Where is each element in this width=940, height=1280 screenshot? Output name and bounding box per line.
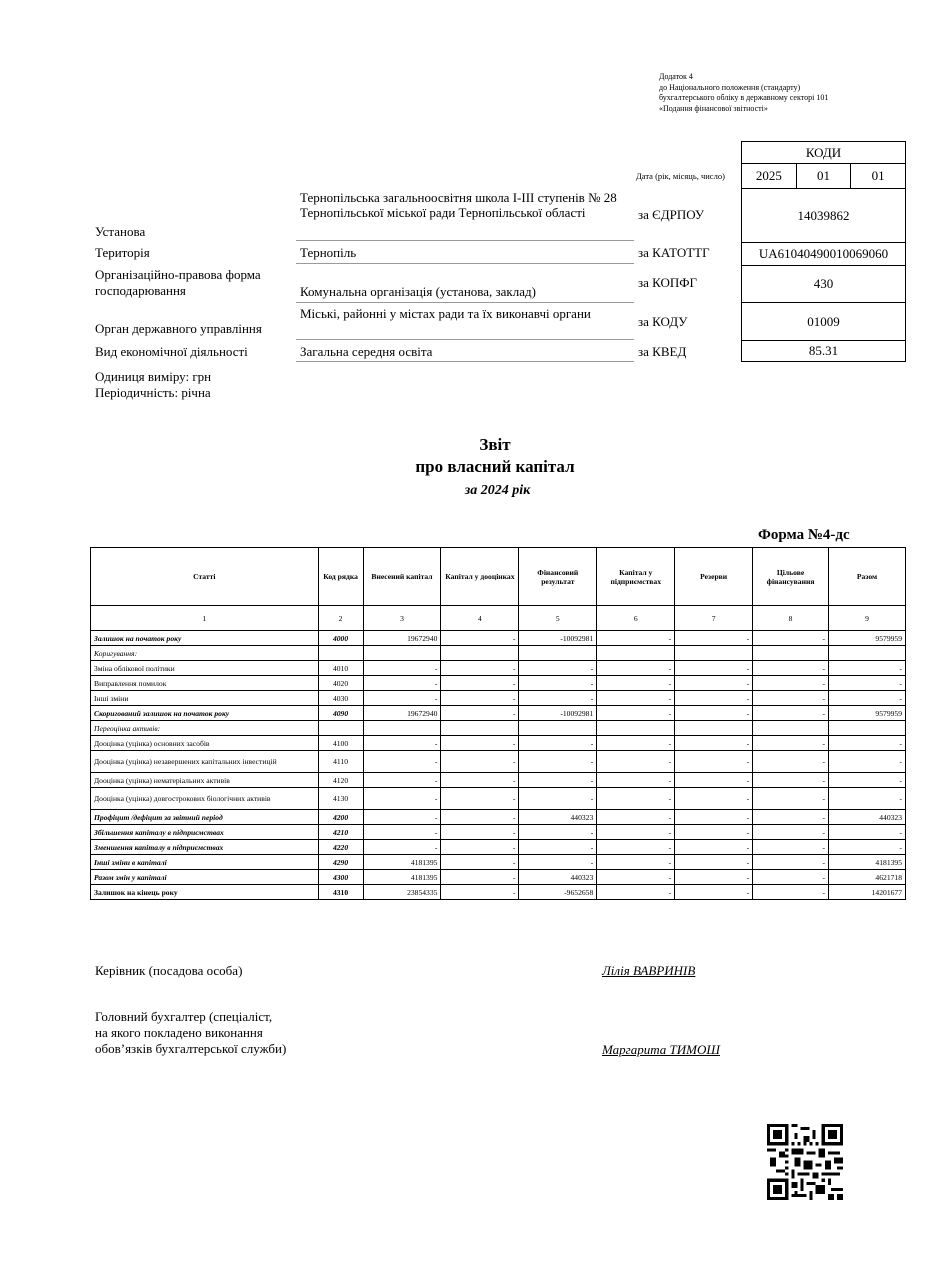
row-value: - [829,676,906,691]
codes-header: КОДИ [742,142,906,164]
row-value: - [753,840,829,855]
accountant-label-line: на якого покладено виконання [95,1025,263,1040]
row-value: - [597,661,675,676]
row-value: - [441,855,519,870]
row-value: - [829,736,906,751]
code-month: 01 [796,164,851,189]
table-row [91,691,906,706]
row-value: - [753,631,829,646]
report-period: за 2024 рік [464,483,531,498]
row-value: - [597,840,675,855]
row-value: - [597,855,675,870]
code-katottg: UA61040490010069060 [742,243,906,266]
header-cell: Внесений капітал [363,548,441,606]
row-code: 4300 [318,870,363,885]
row-value: 9579959 [829,706,906,721]
accountant-name: Маргарита ТИМОШ [602,1042,720,1057]
capital-table [90,547,906,900]
row-label: Збільшення капіталу в підприємствах [91,825,319,840]
periodicity-label: Періодичність: річна [95,385,211,400]
kved-label: за КВЕД [638,344,687,359]
row-value: - [363,788,441,810]
table-row [91,736,906,751]
column-number: 7 [675,606,753,631]
row-value: - [519,855,597,870]
row-value: 4621718 [829,870,906,885]
row-code: 4210 [318,825,363,840]
row-value: - [753,885,829,900]
table-row [91,840,906,855]
row-code: 4290 [318,855,363,870]
edrpou-label: за ЄДРПОУ [638,207,705,222]
row-value: - [441,840,519,855]
row-value: - [829,751,906,773]
row-code: 4120 [318,773,363,788]
row-code [318,646,363,661]
row-label: Дооцінка (уцінка) довгострокових біологічних активів [91,788,319,810]
column-number: 6 [597,606,675,631]
row-value: - [597,788,675,810]
row-code: 4310 [318,885,363,900]
row-value: - [363,810,441,825]
row-value: -10092981 [519,631,597,646]
header-cell: Резерви [675,548,753,606]
row-value: - [753,870,829,885]
unit-label: Одиниця виміру: грн [95,369,212,384]
report-subtitle: про власний капітал [415,457,575,476]
row-code: 4220 [318,840,363,855]
row-value: - [519,736,597,751]
appendix-line: Додаток 4 [659,72,693,81]
code-year: 2025 [742,164,797,189]
row-value [441,721,519,736]
row-value: - [363,661,441,676]
row-value: - [441,736,519,751]
row-value: - [441,870,519,885]
row-value: - [597,706,675,721]
row-value: 9579959 [829,631,906,646]
row-value: - [753,736,829,751]
row-value: - [675,676,753,691]
row-value: - [441,885,519,900]
row-value: - [675,840,753,855]
row-value: - [829,691,906,706]
row-label: Зменшення капіталу в підприємствах [91,840,319,855]
row-value: 14201677 [829,885,906,900]
row-value: - [753,691,829,706]
authority-value: Міські, районні у містах ради та їх виконавчі органи [296,306,634,340]
row-value: - [519,840,597,855]
row-value: - [519,825,597,840]
row-value: - [829,840,906,855]
row-value: - [753,855,829,870]
table-row [91,646,906,661]
codes-table [741,141,906,362]
row-value: - [519,691,597,706]
accountant-label [95,1009,286,1057]
row-value: 23854335 [363,885,441,900]
row-label: Скоригований залишок на початок року [91,706,319,721]
row-value [597,646,675,661]
code-kved: 85.31 [742,341,906,362]
territory-value: Тернопіль [296,245,634,264]
row-value: - [597,885,675,900]
row-value: - [675,855,753,870]
row-value: - [441,691,519,706]
header-cell: Цільове фінансування [753,548,829,606]
row-value: - [675,885,753,900]
row-value: - [363,825,441,840]
row-value: - [675,751,753,773]
row-value [753,721,829,736]
report-title: Звіт [479,435,511,454]
appendix-note [659,72,828,114]
head-label: Керівник (посадова особа) [95,963,243,978]
row-value: - [829,788,906,810]
org-form-label-line: господарювання [95,283,186,298]
row-value: - [363,676,441,691]
row-value: 440323 [519,870,597,885]
row-value: - [675,825,753,840]
row-value: - [829,773,906,788]
row-value [441,646,519,661]
column-number: 9 [829,606,906,631]
row-label: Дооцінка (уцінка) основних засобів [91,736,319,751]
row-label: Дооцінка (уцінка) нематеріальних активів [91,773,319,788]
row-label: Разом змін у капіталі [91,870,319,885]
row-code: 4110 [318,751,363,773]
row-value: - [675,736,753,751]
row-value: - [675,631,753,646]
row-value: - [597,631,675,646]
row-value: - [597,870,675,885]
form-number: Форма №4-дс [758,527,850,543]
institution-label: Установа [95,224,146,239]
header-cell: Статті [91,548,319,606]
row-value: - [363,691,441,706]
row-value: - [753,825,829,840]
header-cell: Фінансовий результат [519,548,597,606]
row-code: 4010 [318,661,363,676]
row-value: - [441,676,519,691]
table-row [91,721,906,736]
row-value: - [675,706,753,721]
column-number: 1 [91,606,319,631]
row-value: - [597,810,675,825]
org-form-label-line: Організаційно-правова форма [95,267,261,282]
header-cell: Капітал у дооцінках [441,548,519,606]
date-label: Дата (рік, місяць, число) [636,171,725,181]
row-value: - [829,661,906,676]
row-value: - [753,661,829,676]
row-label: Профіцит /дефіцит за звітний період [91,810,319,825]
table-row [91,676,906,691]
row-value: - [441,773,519,788]
row-value: - [753,773,829,788]
row-value: 19672940 [363,631,441,646]
row-value: - [441,810,519,825]
org-form-value: Комунальна організація (установа, заклад) [296,284,634,303]
accountant-label-line: обов’язків бухгалтерської служби) [95,1041,287,1056]
row-value: 4181395 [829,855,906,870]
row-value: - [753,810,829,825]
row-label: Дооцінка (уцінка) незавершених капітальних інвестицій [91,751,319,773]
kodu-label: за КОДУ [638,314,688,329]
row-value: - [597,676,675,691]
header-cell: Капітал у підприємствах [597,548,675,606]
kopfg-label: за КОПФГ [638,275,698,290]
table-row [91,885,906,900]
row-code: 4090 [318,706,363,721]
row-label: Переоцінка активів: [91,721,319,736]
row-value: - [519,773,597,788]
row-value: - [363,736,441,751]
row-value [829,646,906,661]
appendix-line: «Подання фінансової звітності» [659,103,768,113]
row-value: 4181395 [363,855,441,870]
row-label: Зміна облікової політики [91,661,319,676]
column-number: 2 [318,606,363,631]
column-number: 5 [519,606,597,631]
code-edrpou: 14039862 [742,189,906,243]
row-label: Виправлення помилок [91,676,319,691]
row-value: - [441,706,519,721]
table-row [91,631,906,646]
row-value: - [441,661,519,676]
row-code: 4020 [318,676,363,691]
row-code: 4130 [318,788,363,810]
row-value: - [519,676,597,691]
row-value: - [597,736,675,751]
row-value: 440323 [519,810,597,825]
column-number-row [91,606,906,631]
row-value: - [753,751,829,773]
row-code: 4100 [318,736,363,751]
org-form-label [95,267,261,299]
table-row [91,773,906,788]
code-kopfg: 430 [742,266,906,303]
row-value: - [597,691,675,706]
table-row [91,706,906,721]
qr-code-icon [767,1124,843,1200]
row-label: Залишок на початок року [91,631,319,646]
row-value [753,646,829,661]
row-value: - [519,788,597,810]
row-label: Інші зміни в капіталі [91,855,319,870]
row-value: 440323 [829,810,906,825]
row-value: - [829,825,906,840]
row-value: - [675,773,753,788]
row-value: -10092981 [519,706,597,721]
table-row [91,870,906,885]
row-value: - [675,788,753,810]
table-row [91,661,906,676]
row-value [675,721,753,736]
row-value: - [363,840,441,855]
row-code: 4200 [318,810,363,825]
row-value: - [597,773,675,788]
row-value [829,721,906,736]
column-number: 3 [363,606,441,631]
column-number: 8 [753,606,829,631]
row-value [363,721,441,736]
activity-value: Загальна середня освіта [296,344,634,362]
row-value: - [441,751,519,773]
row-code: 4030 [318,691,363,706]
row-value [363,646,441,661]
row-value: - [675,661,753,676]
territory-label: Територія [95,245,150,260]
row-value: - [753,676,829,691]
row-value: - [675,691,753,706]
row-value: - [597,825,675,840]
code-day: 01 [851,164,906,189]
row-label: Залишок на кінець року [91,885,319,900]
row-value: - [363,773,441,788]
row-value: - [753,788,829,810]
row-value: - [441,631,519,646]
table-row [91,855,906,870]
row-value: - [441,788,519,810]
row-value [519,721,597,736]
column-number: 4 [441,606,519,631]
row-label: Коригування: [91,646,319,661]
row-value: - [675,810,753,825]
row-value: -9652658 [519,885,597,900]
row-value: 4181395 [363,870,441,885]
accountant-label-line: Головний бухгалтер (спеціаліст, [95,1009,273,1024]
row-value [519,646,597,661]
authority-label: Орган державного управління [95,321,262,336]
row-value [597,721,675,736]
appendix-line: до Національного положення (стандарту) [659,82,801,92]
appendix-line: бухгалтерського обліку в державному секторі 101 [659,93,829,102]
row-value: - [519,751,597,773]
row-value: - [753,706,829,721]
header-cell: Код рядка [318,548,363,606]
row-value: 19672940 [363,706,441,721]
row-value: - [519,661,597,676]
table-row [91,825,906,840]
activity-label: Вид економічної діяльності [95,344,248,359]
code-kodu: 01009 [742,303,906,341]
header-cell: Разом [829,548,906,606]
row-value: - [675,870,753,885]
row-code [318,721,363,736]
header-row [91,548,906,606]
row-value: - [363,751,441,773]
table-row [91,788,906,810]
table-row [91,751,906,773]
table-row [91,810,906,825]
row-value: - [441,825,519,840]
head-name: Лілія ВАВРИНІВ [602,963,696,978]
row-value [675,646,753,661]
row-label: Інші зміни [91,691,319,706]
katottg-label: за КАТОТТГ [638,245,710,260]
row-code: 4000 [318,631,363,646]
institution-value: Тернопільська загальноосвітня школа I-III ступенів № 28 Тернопільської міської ради Тернопільської області [296,190,634,241]
row-value: - [597,751,675,773]
